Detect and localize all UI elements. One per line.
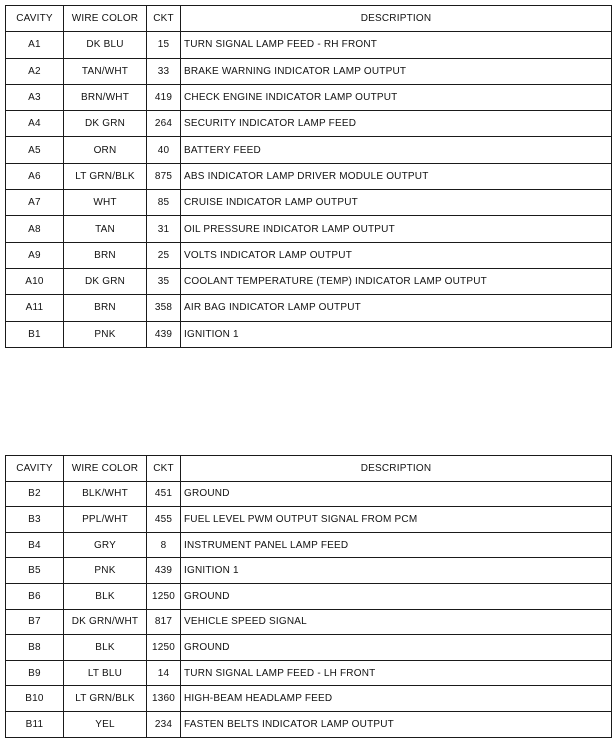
ckt-cell: 419 (147, 84, 181, 110)
description-cell: COOLANT TEMPERATURE (TEMP) INDICATOR LAMP OUTPUT (181, 268, 612, 294)
wire-color-cell: DK GRN (64, 268, 147, 294)
table-row (6, 163, 612, 189)
ckt-cell: 817 (147, 609, 181, 635)
ckt-cell: 358 (147, 295, 181, 321)
table-header-row (6, 6, 612, 32)
table-row (6, 558, 612, 584)
description-cell: BRAKE WARNING INDICATOR LAMP OUTPUT (181, 58, 612, 84)
description-cell: GROUND (181, 481, 612, 507)
ckt-cell: 264 (147, 111, 181, 137)
wire-color-cell: YEL (64, 711, 147, 737)
wire-color-cell: ORN (64, 137, 147, 163)
wire-color-cell: LT GRN/BLK (64, 163, 147, 189)
table-row (6, 216, 612, 242)
description-cell: TURN SIGNAL LAMP FEED - RH FRONT (181, 32, 612, 58)
table-row (6, 711, 612, 737)
table-body-top (6, 32, 612, 348)
cavity-cell: B3 (6, 507, 64, 533)
description-cell: INSTRUMENT PANEL LAMP FEED (181, 532, 612, 558)
description-cell: AIR BAG INDICATOR LAMP OUTPUT (181, 295, 612, 321)
description-cell: CRUISE INDICATOR LAMP OUTPUT (181, 190, 612, 216)
ckt-cell: 1360 (147, 686, 181, 712)
cavity-cell: B11 (6, 711, 64, 737)
table-row (6, 111, 612, 137)
cavity-cell: B9 (6, 660, 64, 686)
ckt-cell: 439 (147, 558, 181, 584)
ckt-cell: 85 (147, 190, 181, 216)
header-description: DESCRIPTION (181, 456, 612, 482)
description-cell: TURN SIGNAL LAMP FEED - LH FRONT (181, 660, 612, 686)
cavity-cell: A5 (6, 137, 64, 163)
ckt-cell: 234 (147, 711, 181, 737)
table-row (6, 583, 612, 609)
description-cell: SECURITY INDICATOR LAMP FEED (181, 111, 612, 137)
table-row (6, 609, 612, 635)
cavity-cell: B8 (6, 635, 64, 661)
cavity-cell: B6 (6, 583, 64, 609)
connector-table-bottom (5, 455, 612, 738)
table-row (6, 268, 612, 294)
description-cell: HIGH-BEAM HEADLAMP FEED (181, 686, 612, 712)
connector-table-top (5, 5, 612, 348)
header-ckt: CKT (147, 6, 181, 32)
table-body-bottom (6, 481, 612, 737)
wire-color-cell: BLK/WHT (64, 481, 147, 507)
cavity-cell: A10 (6, 268, 64, 294)
ckt-cell: 35 (147, 268, 181, 294)
cavity-cell: B4 (6, 532, 64, 558)
description-cell: OIL PRESSURE INDICATOR LAMP OUTPUT (181, 216, 612, 242)
ckt-cell: 15 (147, 32, 181, 58)
table-row (6, 242, 612, 268)
ckt-cell: 1250 (147, 583, 181, 609)
cavity-cell: B1 (6, 321, 64, 347)
ckt-cell: 31 (147, 216, 181, 242)
table-row (6, 481, 612, 507)
wire-color-cell: BRN/WHT (64, 84, 147, 110)
cavity-cell: A9 (6, 242, 64, 268)
ckt-cell: 875 (147, 163, 181, 189)
cavity-cell: A7 (6, 190, 64, 216)
header-cavity: CAVITY (6, 456, 64, 482)
table-row (6, 321, 612, 347)
header-wire-color: WIRE COLOR (64, 456, 147, 482)
cavity-cell: B10 (6, 686, 64, 712)
wire-color-cell: TAN (64, 216, 147, 242)
ckt-cell: 439 (147, 321, 181, 347)
wire-color-cell: TAN/WHT (64, 58, 147, 84)
wire-color-cell: BLK (64, 635, 147, 661)
header-cavity: CAVITY (6, 6, 64, 32)
wire-color-cell: BRN (64, 295, 147, 321)
ckt-cell: 40 (147, 137, 181, 163)
ckt-cell: 1250 (147, 635, 181, 661)
ckt-cell: 25 (147, 242, 181, 268)
wire-color-cell: LT BLU (64, 660, 147, 686)
cavity-cell: A2 (6, 58, 64, 84)
description-cell: ABS INDICATOR LAMP DRIVER MODULE OUTPUT (181, 163, 612, 189)
header-ckt: CKT (147, 456, 181, 482)
cavity-cell: A3 (6, 84, 64, 110)
table-row (6, 686, 612, 712)
table-row (6, 190, 612, 216)
table-row (6, 84, 612, 110)
wire-color-cell: PPL/WHT (64, 507, 147, 533)
header-description: DESCRIPTION (181, 6, 612, 32)
wire-color-cell: DK GRN/WHT (64, 609, 147, 635)
cavity-cell: A6 (6, 163, 64, 189)
ckt-cell: 33 (147, 58, 181, 84)
description-cell: BATTERY FEED (181, 137, 612, 163)
table-row (6, 32, 612, 58)
table-row (6, 660, 612, 686)
description-cell: VEHICLE SPEED SIGNAL (181, 609, 612, 635)
wire-color-cell: PNK (64, 321, 147, 347)
table-row (6, 532, 612, 558)
ckt-cell: 8 (147, 532, 181, 558)
table-row (6, 295, 612, 321)
description-cell: IGNITION 1 (181, 558, 612, 584)
description-cell: GROUND (181, 635, 612, 661)
description-cell: CHECK ENGINE INDICATOR LAMP OUTPUT (181, 84, 612, 110)
wire-color-cell: PNK (64, 558, 147, 584)
cavity-cell: A1 (6, 32, 64, 58)
cavity-cell: B7 (6, 609, 64, 635)
table-row (6, 635, 612, 661)
cavity-cell: B2 (6, 481, 64, 507)
wire-color-cell: DK BLU (64, 32, 147, 58)
description-cell: IGNITION 1 (181, 321, 612, 347)
description-cell: FASTEN BELTS INDICATOR LAMP OUTPUT (181, 711, 612, 737)
ckt-cell: 14 (147, 660, 181, 686)
description-cell: VOLTS INDICATOR LAMP OUTPUT (181, 242, 612, 268)
wire-color-cell: WHT (64, 190, 147, 216)
wire-color-cell: BLK (64, 583, 147, 609)
header-wire-color: WIRE COLOR (64, 6, 147, 32)
cavity-cell: A4 (6, 111, 64, 137)
description-cell: GROUND (181, 583, 612, 609)
table-row (6, 507, 612, 533)
wire-color-cell: LT GRN/BLK (64, 686, 147, 712)
wire-color-cell: GRY (64, 532, 147, 558)
wire-color-cell: BRN (64, 242, 147, 268)
ckt-cell: 451 (147, 481, 181, 507)
cavity-cell: A8 (6, 216, 64, 242)
ckt-cell: 455 (147, 507, 181, 533)
description-cell: FUEL LEVEL PWM OUTPUT SIGNAL FROM PCM (181, 507, 612, 533)
cavity-cell: A11 (6, 295, 64, 321)
wire-color-cell: DK GRN (64, 111, 147, 137)
cavity-cell: B5 (6, 558, 64, 584)
table-row (6, 58, 612, 84)
table-header-row (6, 456, 612, 482)
table-row (6, 137, 612, 163)
